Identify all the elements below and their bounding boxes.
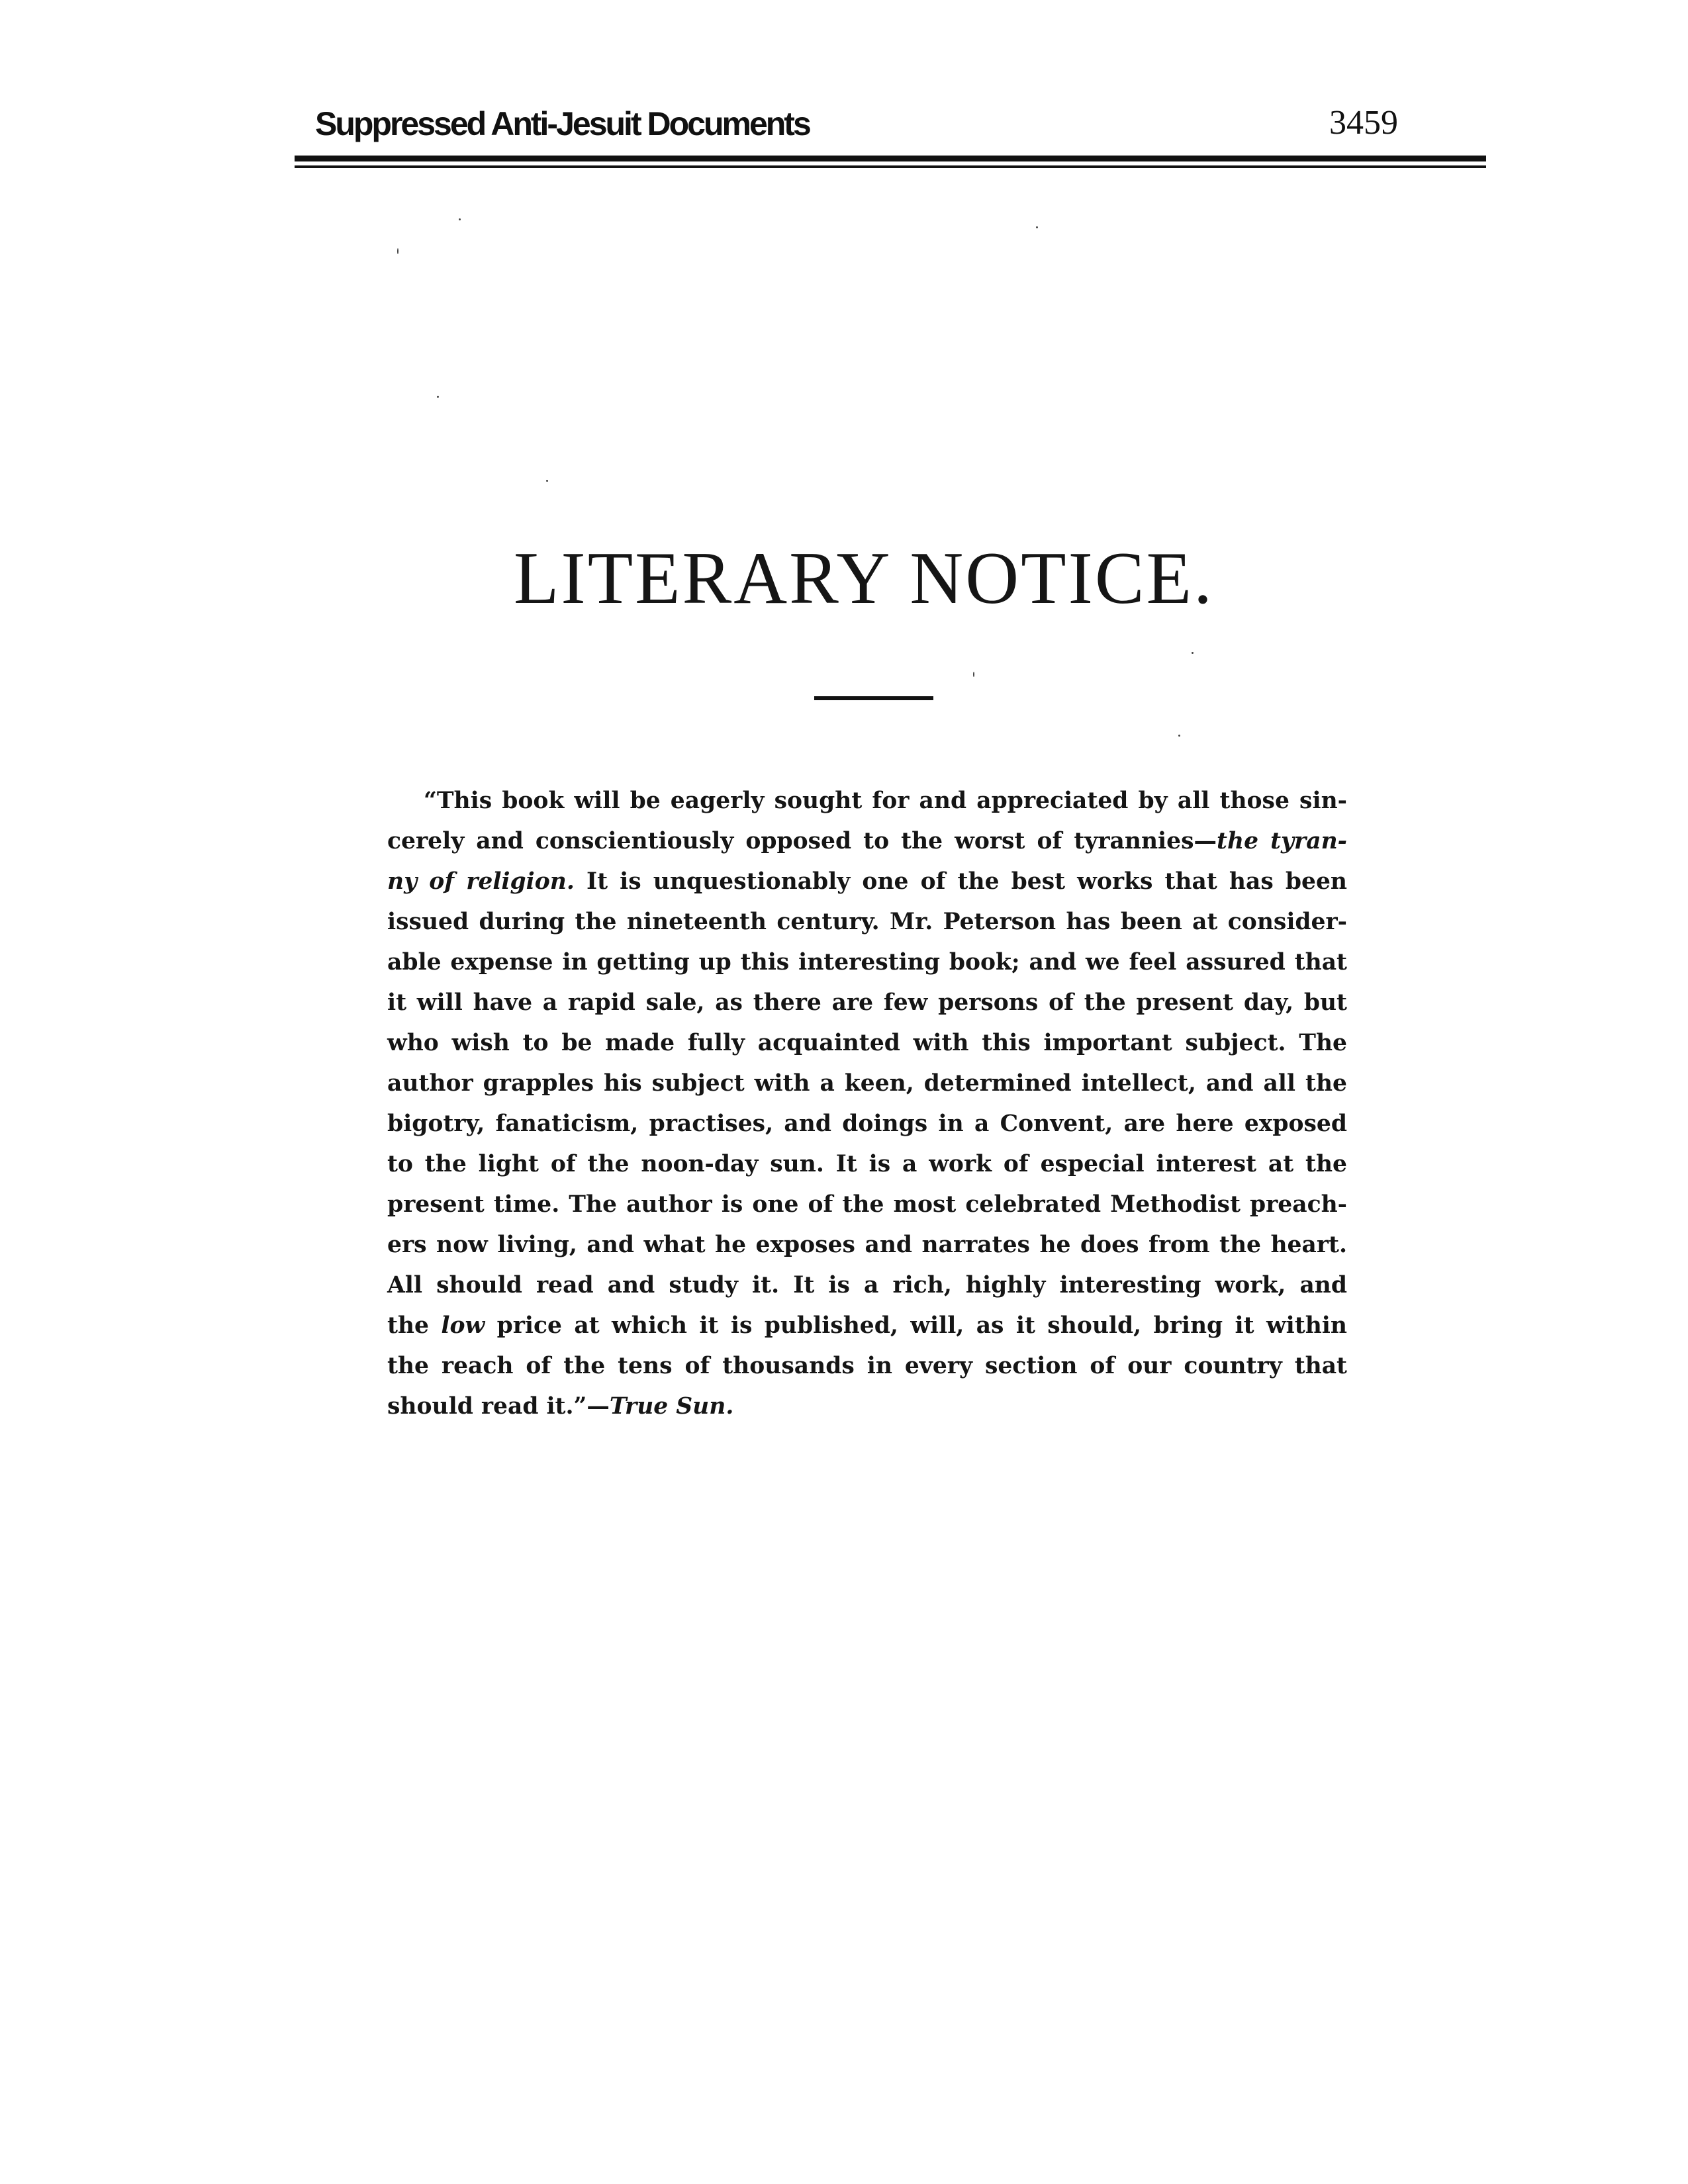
notice-line bbox=[387, 1104, 1347, 1144]
header-rule-thin bbox=[295, 165, 1486, 168]
scan-speck bbox=[437, 396, 439, 398]
running-header bbox=[311, 99, 1403, 152]
notice-line bbox=[387, 902, 1347, 942]
notice-line-text: author grapples his subject with a keen, determined intellect, and all the bbox=[387, 1070, 1347, 1097]
notice-line-text: It is unquestionably one of the best works that has been bbox=[574, 868, 1347, 895]
notice-line-text: to the light of the noon-day sun. It is a work of especial interest at the bbox=[387, 1151, 1347, 1177]
page-number: 3459 bbox=[1329, 104, 1398, 142]
notice-line-text: bigotry, fanaticism, practises, and doings in a Convent, are here exposed bbox=[387, 1111, 1347, 1137]
notice-line-text: the reach of the tens of thousands in every section of our country that bbox=[387, 1353, 1347, 1379]
notice-body bbox=[387, 781, 1347, 1427]
notice-line-text: All should read and study it. It is a rich, highly interesting work, and bbox=[387, 1272, 1347, 1298]
notice-line-italic: True Sun. bbox=[609, 1393, 734, 1420]
notice-line bbox=[387, 983, 1347, 1023]
notice-line-italic: ny of religion. bbox=[387, 868, 575, 895]
scan-speck bbox=[397, 248, 399, 254]
notice-line bbox=[387, 1225, 1347, 1265]
notice-line-text: present time. The author is one of the most celebrated Methodist preach- bbox=[387, 1191, 1347, 1218]
notice-line bbox=[387, 1185, 1347, 1225]
scan-speck bbox=[973, 672, 974, 677]
notice-line-text: issued during the nineteenth century. Mr. Peterson has been at consider- bbox=[387, 909, 1347, 935]
header-rule-thick bbox=[295, 156, 1486, 161]
notice-line-text: able expense in getting up this interesting book; and we feel assured that bbox=[387, 949, 1347, 976]
notice-line bbox=[387, 781, 1347, 821]
notice-line-text: who wish to be made fully acquainted with this important subject. The bbox=[387, 1030, 1347, 1056]
scan-speck bbox=[459, 218, 461, 220]
notice-line-text: “This book will be eagerly sought for and appreciated by all those sin- bbox=[424, 788, 1347, 814]
scan-speck bbox=[1036, 226, 1038, 228]
scan-speck bbox=[1192, 652, 1194, 654]
scan-speck bbox=[1178, 735, 1180, 737]
notice-line-text: it will have a rapid sale, as there are few persons of the present day, but bbox=[387, 989, 1347, 1016]
notice-line-italic: low bbox=[441, 1312, 485, 1339]
notice-line-italic: the tyran- bbox=[1217, 828, 1347, 854]
title-rule bbox=[814, 696, 933, 700]
notice-line-text: cerely and conscientiously opposed to the worst of tyrannies— bbox=[387, 828, 1217, 854]
notice-line bbox=[387, 942, 1347, 983]
notice-line-text: price at which it is published, will, as it should, bring it within bbox=[485, 1312, 1347, 1339]
notice-line bbox=[387, 1346, 1347, 1387]
notice-line-text: should read it.”— bbox=[387, 1393, 610, 1420]
notice-line-text: the bbox=[387, 1312, 442, 1339]
notice-line-text: ers now living, and what he exposes and narrates he does from the heart. bbox=[387, 1232, 1347, 1258]
scan-speck bbox=[546, 480, 548, 482]
notice-line bbox=[387, 1023, 1347, 1064]
notice-line bbox=[387, 1387, 1347, 1427]
notice-line bbox=[387, 1144, 1347, 1185]
running-title: Suppressed Anti-Jesuit Documents bbox=[315, 105, 810, 142]
notice-line bbox=[387, 1306, 1347, 1346]
notice-line bbox=[387, 1265, 1347, 1306]
notice-title: LITERARY NOTICE. bbox=[514, 537, 1214, 619]
notice-line bbox=[387, 821, 1347, 862]
notice-line bbox=[387, 1064, 1347, 1104]
notice-line bbox=[387, 862, 1347, 902]
